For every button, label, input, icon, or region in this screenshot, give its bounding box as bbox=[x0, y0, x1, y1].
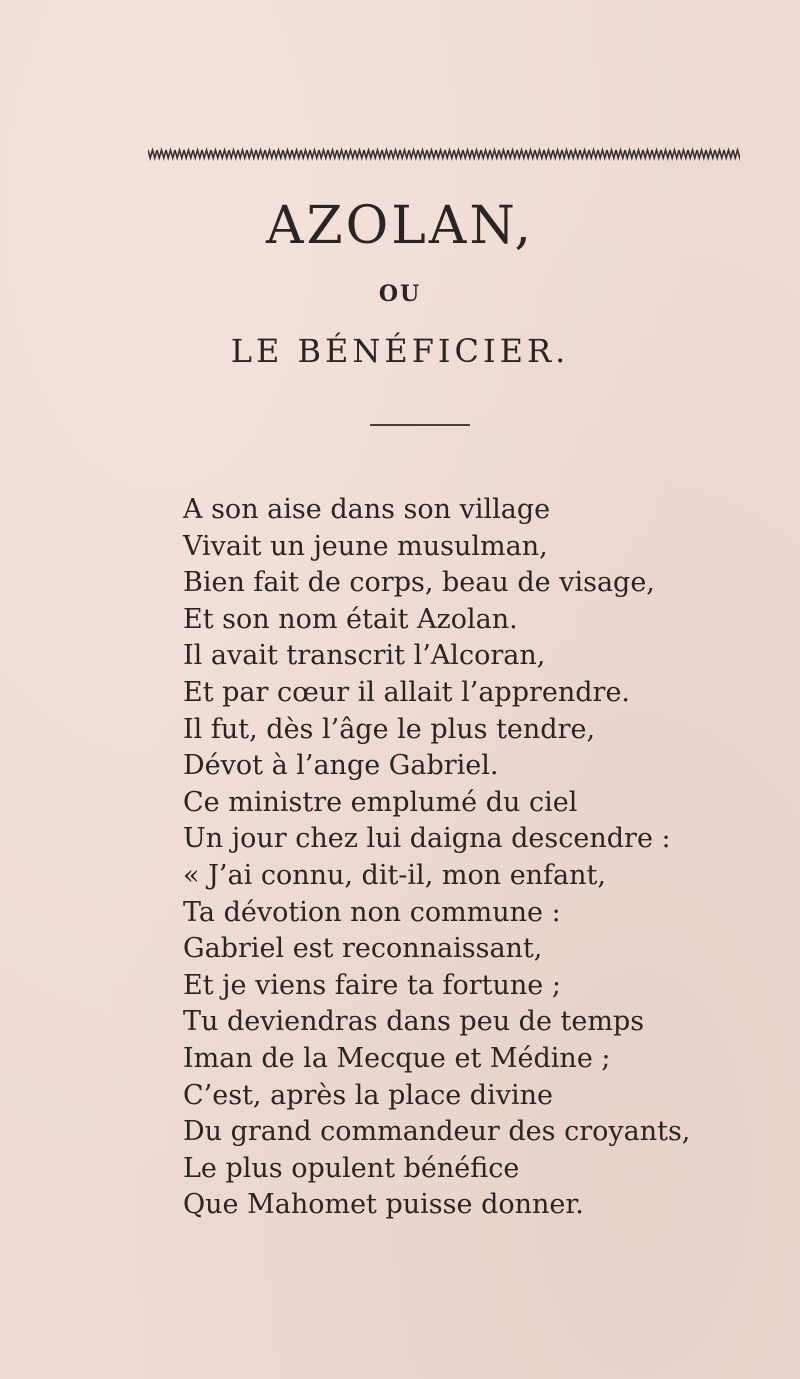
verse-line: Et son nom était Azolan. bbox=[183, 603, 518, 635]
poem-title: AZOLAN, bbox=[265, 196, 535, 256]
verse-line: Gabriel est reconnaissant, bbox=[183, 933, 543, 965]
decorative-border-ornament bbox=[148, 147, 740, 161]
verse-line: C’est, après la place divine bbox=[183, 1079, 553, 1111]
verse-line: Un jour chez lui daigna descendre : bbox=[183, 823, 671, 855]
verse-line: Ce ministre emplumé du ciel bbox=[183, 786, 578, 818]
verse-line: Que Mahomet puisse donner. bbox=[183, 1189, 584, 1221]
verse-line: Ta dévotion non commune : bbox=[183, 896, 561, 928]
verse-line: Et par cœur il allait l’apprendre. bbox=[183, 676, 631, 708]
title-connector: OU bbox=[378, 281, 422, 307]
verse-line: Le plus opulent bénéfice bbox=[183, 1152, 520, 1184]
verse-line: Iman de la Mecque et Médine ; bbox=[183, 1042, 611, 1074]
verse-line: A son aise dans son village bbox=[183, 494, 551, 525]
poem-body bbox=[183, 492, 703, 1224]
title-divider bbox=[370, 424, 470, 426]
verse-line: Bien fait de corps, beau de visage, bbox=[183, 567, 655, 599]
poem-subtitle: LE BÉNÉFICIER. bbox=[230, 332, 570, 370]
verse-line: Tu deviendras dans peu de temps bbox=[183, 1006, 645, 1038]
verse-line: Il avait transcrit l’Alcoran, bbox=[183, 640, 546, 672]
verse-line: Et je viens faire ta fortune ; bbox=[183, 969, 561, 1001]
verse-line: « J’ai connu, dit-il, mon enfant, bbox=[183, 859, 606, 891]
verse-line: Dévot à l’ange Gabriel. bbox=[183, 750, 499, 782]
verse-line: Vivait un jeune musulman, bbox=[183, 530, 548, 562]
verse-line: Il fut, dès l’âge le plus tendre, bbox=[183, 713, 596, 745]
verse-line: Du grand commandeur des croyants, bbox=[183, 1116, 691, 1148]
